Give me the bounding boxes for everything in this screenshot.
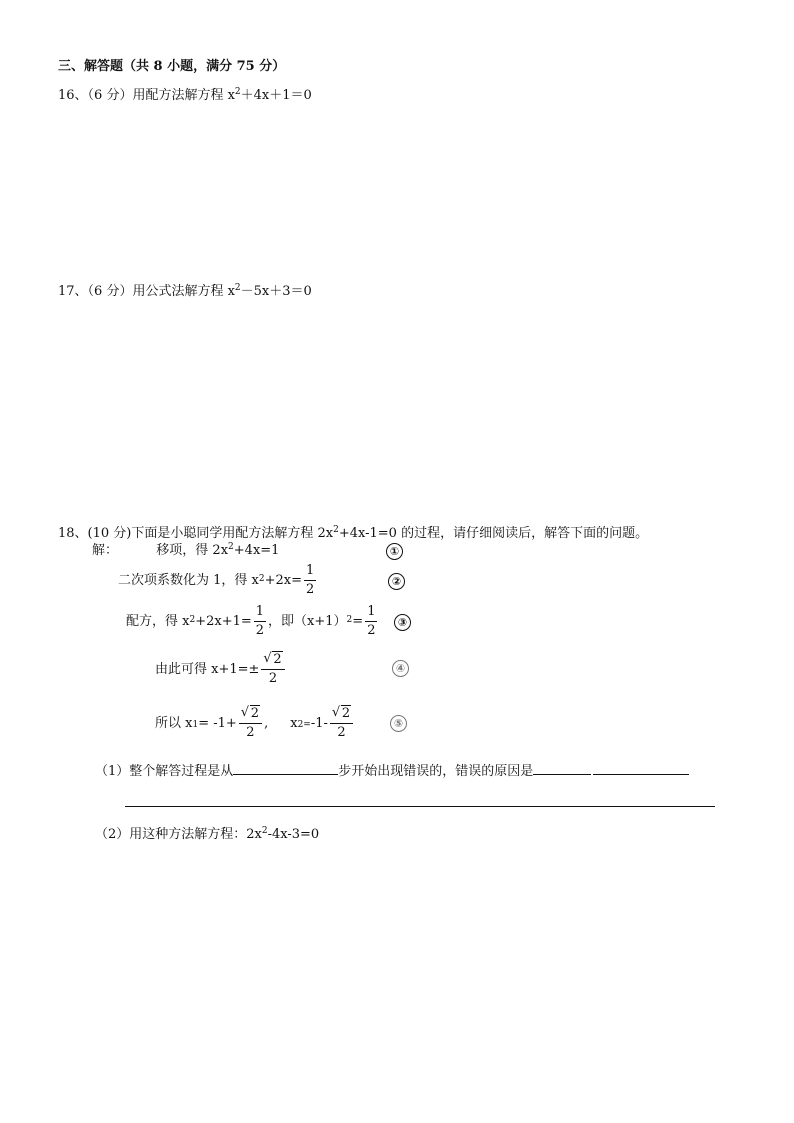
solution-step-2: 二次项系数化为 1，得 x $^2$ +2x= $\frac{1}{2}$ <box>118 563 315 597</box>
fraction: $\frac{1}{2}$ <box>306 563 315 597</box>
sqrt: √ 2 <box>331 705 351 721</box>
step-3-marker: ③ <box>394 614 411 631</box>
question-18: 18、(10 分)下面是小聪同学用配方法解方程 $2x^2+4x-1=0$ 的过程，请仔细阅读后，解答下面的问题。 <box>58 525 649 541</box>
fraction: √ 2 2 <box>261 653 284 686</box>
sqrt: √ 2 <box>263 651 282 667</box>
step-1-marker: ① <box>386 543 403 560</box>
fraction: $\frac{1}{2}$ <box>255 604 265 638</box>
solution-step-3: 配方，得 x $^2$ +2x+1= $\frac{1}{2}$ ，即（x+1） $^2$ = $\frac{1}{2}$ <box>126 604 376 638</box>
fraction: $\frac{1}{2}$ <box>367 604 376 638</box>
solution-step-5: 所以 x $_1$ = -1+ √ 2 2 , x $_{2=}$ -1- √ 2 2 <box>155 707 355 740</box>
sqrt-symbol: √ <box>240 705 250 720</box>
sqrt: √ 2 <box>240 705 260 721</box>
answer-line[interactable] <box>125 806 715 807</box>
step-2-marker: ② <box>388 573 405 590</box>
question-17: 17、（6 分）用公式法解方程 $x^2-5x+3=0$ <box>58 283 312 299</box>
part-1-question: （1）整个解答过程是从 步开始出现错误的，错误的原因是 <box>95 762 689 778</box>
answer-blank-reason-ext[interactable] <box>593 762 689 775</box>
step-5-marker: ⑤ <box>390 715 407 732</box>
sqrt-symbol: √ <box>331 705 341 720</box>
solution-step-1: 解： 移项，得 $2x^2+4x=1$ <box>92 542 280 558</box>
answer-blank-reason[interactable] <box>533 762 591 775</box>
section-title: 三、解答题（共 8 小题，满分 75 分） <box>58 59 286 74</box>
fraction: √ 2 2 <box>330 707 353 740</box>
step-4-marker: ④ <box>392 660 409 677</box>
fraction: √ 2 2 <box>239 707 262 740</box>
solution-step-4: 由此可得 x+1=± √ 2 2 <box>155 653 287 686</box>
part-2-question: （2）用这种方法解方程：$2x^2-4x-3=0$ <box>95 826 320 842</box>
answer-blank-step[interactable] <box>233 762 338 775</box>
sqrt-symbol: √ <box>263 651 272 666</box>
question-16: 16、（6 分）用配方法解方程 $x^2+4x+1=0$ <box>58 87 312 103</box>
